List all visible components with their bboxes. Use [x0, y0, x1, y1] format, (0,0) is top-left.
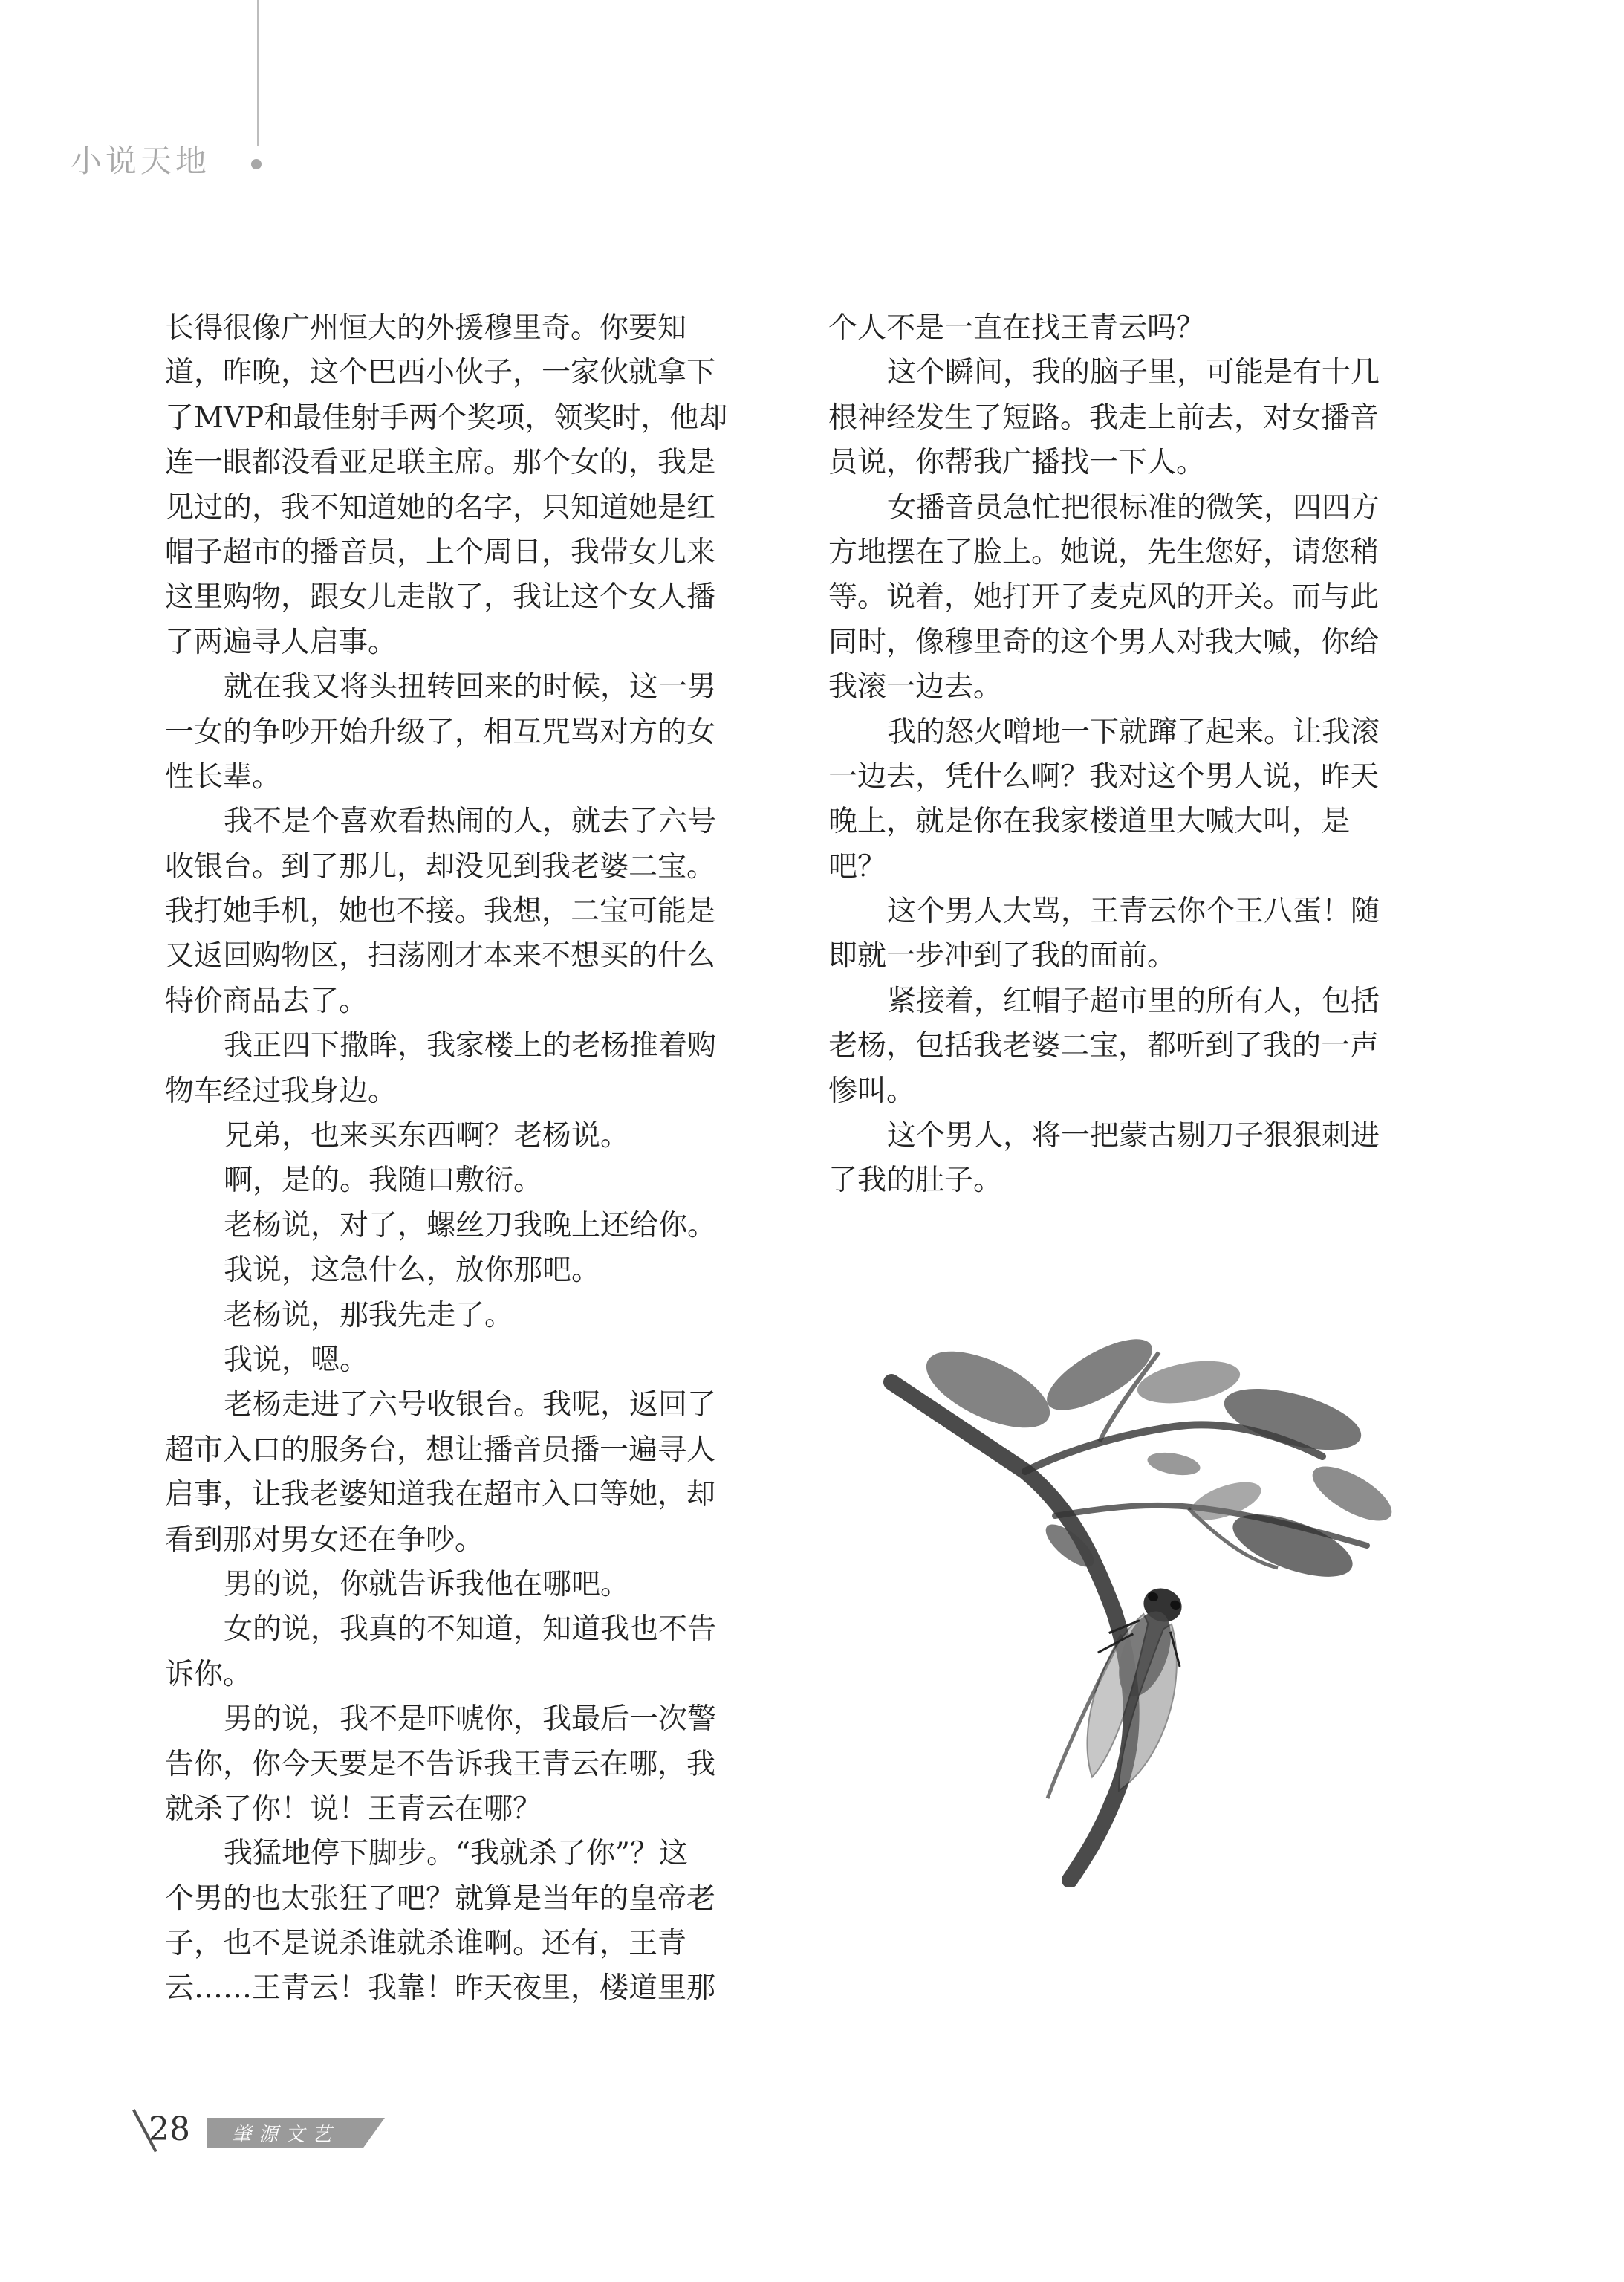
text-line: 云……王青云！我靠！昨天夜里，楼道里那: [165, 1971, 716, 2006]
text-line: 长得很像广州恒大的外援穆里奇。你要知: [165, 311, 687, 345]
text-line: 兄弟，也来买东西啊？老杨说。: [224, 1119, 630, 1153]
text-line: 老杨走进了六号收银台。我呢，返回了: [224, 1388, 717, 1422]
text-line: 这里购物，跟女儿走散了，我让这个女人播: [165, 580, 716, 615]
text-line: 了我的肚子。: [828, 1164, 1003, 1198]
text-line: 我滚一边去。: [828, 670, 1003, 704]
text-line: 这个瞬间，我的脑子里，可能是有十几: [887, 356, 1380, 390]
text-line: 一边去，凭什么啊？我对这个男人说，昨天: [828, 759, 1380, 794]
text-line: 晚上，就是你在我家楼道里大喊大叫，是: [828, 805, 1351, 839]
text-line: 员说，你帮我广播找一下人。: [828, 446, 1206, 480]
text-line: 老杨，包括我老婆二宝，都听到了我的一声: [828, 1029, 1380, 1063]
text-line: 这个男人大骂，王青云你个王八蛋！随: [887, 895, 1380, 929]
text-line: 根神经发生了短路。我走上前去，对女播音: [828, 401, 1380, 435]
text-line: 收银台。到了那儿，却没见到我老婆二宝。: [165, 849, 716, 884]
text-line: 男的说，我不是吓唬你，我最后一次警: [224, 1702, 717, 1737]
text-line: 物车经过我身边。: [165, 1074, 397, 1108]
text-line: 超市入口的服务台，想让播音员播一遍寻人: [165, 1433, 716, 1467]
text-line: 启事，让我老婆知道我在超市入口等她，却: [165, 1478, 716, 1512]
text-line: 了MVP和最佳射手两个奖项，领奖时，他却: [165, 401, 728, 435]
text-line: 诉你。: [165, 1657, 253, 1691]
top-divider-line: [257, 0, 259, 146]
text-line: 我正四下撒眸，我家楼上的老杨推着购: [224, 1029, 717, 1063]
text-line: 我说，嗯。: [224, 1343, 369, 1377]
text-line: 又返回购物区，扫荡刚才本来不想买的什么: [165, 939, 716, 973]
ink-illustration: [877, 1323, 1464, 1887]
text-line: 一女的争吵开始升级了，相互咒骂对方的女: [165, 715, 716, 749]
text-line: 啊，是的。我随口敷衍。: [224, 1164, 543, 1198]
section-dot-icon: [251, 159, 262, 169]
text-line: 就杀了你！说！王青云在哪？: [165, 1792, 542, 1826]
text-line: 帽子超市的播音员，上个周日，我带女儿来: [165, 535, 716, 569]
text-line: 这个男人，将一把蒙古剔刀子狠狠刺进: [887, 1119, 1380, 1153]
text-line: 个人不是一直在找王青云吗？: [828, 311, 1206, 345]
text-line: 连一眼都没看亚足联主席。那个女的，我是: [165, 446, 716, 480]
text-line: 女播音员急忙把很标准的微笑，四四方: [887, 490, 1380, 525]
text-line: 看到那对男女还在争吵。: [165, 1523, 484, 1557]
text-line: 我不是个喜欢看热闹的人，就去了六号: [224, 805, 717, 839]
text-line: 等。说着，她打开了麦克风的开关。而与此: [828, 580, 1380, 615]
cicada-branch-painting: [877, 1323, 1464, 1887]
text-line: 特价商品去了。: [165, 984, 368, 1018]
text-line: 方地摆在了脸上。她说，先生您好，请您稍: [828, 535, 1380, 569]
text-line: 告你，你今天要是不告诉我王青云在哪，我: [165, 1747, 716, 1781]
right-text-column: [828, 306, 1454, 1204]
text-line: 即就一步冲到了我的面前。: [828, 939, 1177, 973]
page-number: 28: [149, 2110, 190, 2148]
text-line: 性长辈。: [165, 759, 282, 794]
magazine-name: 肇源文艺: [232, 2124, 340, 2146]
text-line: 紧接着，红帽子超市里的所有人，包括: [887, 984, 1380, 1018]
text-line: 我猛地停下脚步。“我就杀了你”？这: [224, 1837, 688, 1871]
text-line: 了两遍寻人启事。: [165, 625, 397, 659]
text-line: 子，也不是说杀谁就杀谁啊。还有，王青: [165, 1927, 687, 1961]
text-line: 就在我又将头扭转回来的时候，这一男: [224, 670, 717, 704]
text-line: 见过的，我不知道她的名字，只知道她是红: [165, 490, 716, 525]
text-line: 道，昨晚，这个巴西小伙子，一家伙就拿下: [165, 356, 716, 390]
section-label: 小说天地: [71, 143, 211, 179]
left-text-column: [165, 306, 790, 2012]
text-line: 个男的也太张狂了吧？就算是当年的皇帝老: [165, 1881, 716, 1916]
text-line: 男的说，你就告诉我他在哪吧。: [224, 1567, 630, 1601]
text-line: 老杨说，对了，螺丝刀我晚上还给你。: [224, 1208, 717, 1242]
text-line: 我的怒火噌地一下就蹿了起来。让我滚: [887, 715, 1380, 749]
text-line: 我打她手机，她也不接。我想，二宝可能是: [165, 895, 716, 929]
text-line: 女的说，我真的不知道，知道我也不告: [224, 1612, 717, 1647]
text-line: 老杨说，那我先走了。: [224, 1298, 514, 1332]
text-line: 惨叫。: [828, 1074, 916, 1108]
text-line: 我说，这急什么，放你那吧。: [224, 1254, 601, 1288]
page-footer: [132, 2106, 377, 2165]
text-line: 同时，像穆里奇的这个男人对我大喊，你给: [828, 625, 1380, 659]
text-line: 吧？: [828, 849, 887, 884]
